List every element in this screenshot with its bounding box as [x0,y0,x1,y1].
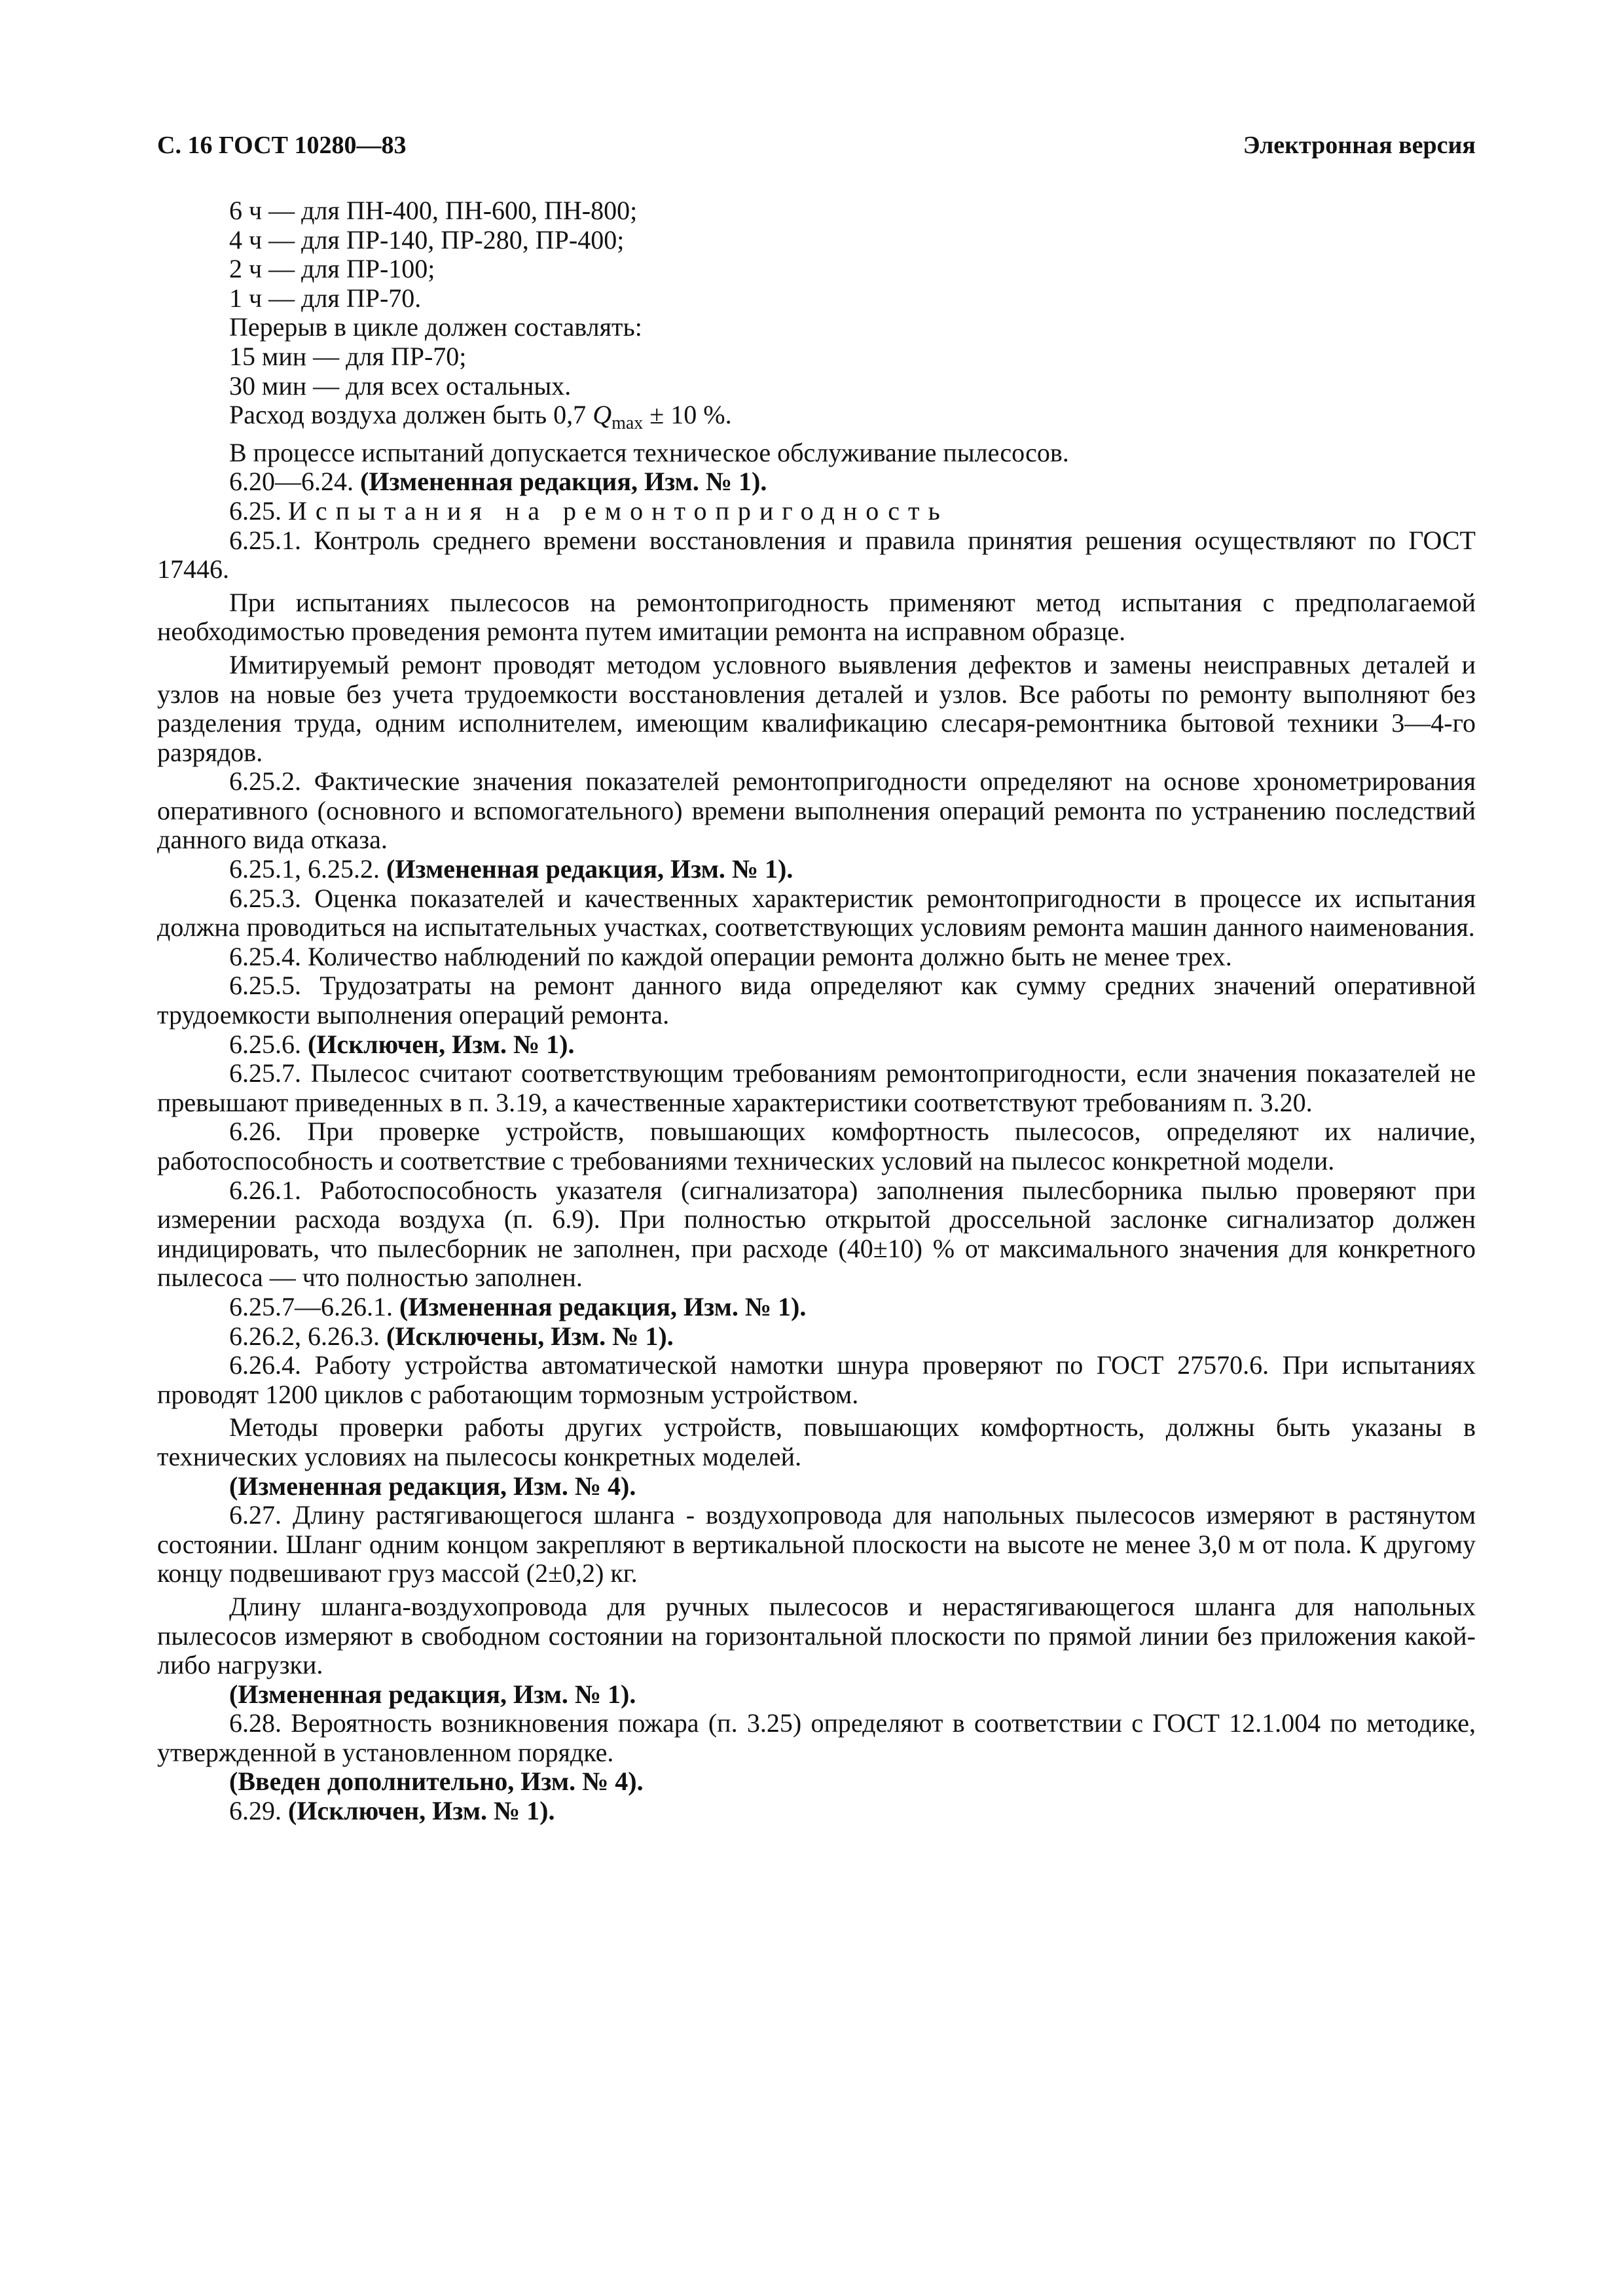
clause-number: 6.25.7—6.26.1. [229,1291,399,1321]
duration-line-4: 1 ч — для ПР-70. [229,283,422,313]
clause-6-25-1: 6.25.1. Контроль среднего времени восстановления и правила принятия решения осуществляют по ГОСТ 17446. [157,525,1476,584]
clause-6-26-2-6-26-3 [157,1322,1476,1352]
clause-number: 6.25.1, 6.25.2. [229,854,386,884]
clause-6-29 [157,1797,1476,1826]
clause-number: 6.25. [229,495,288,526]
break-intro: Перерыв в цикле должен составлять: [229,312,642,342]
break-line-1: 15 мин — для ПР-70; [229,341,467,371]
clause-6-25-1-2-amend [157,855,1476,884]
clause-6-25-4: 6.25.4. Количество наблюдений по каждой операции ремонта должно быть не менее трех. [229,941,1232,971]
paragraph-method: При испытаниях пылесосов на ремонтопригодность применяют метод испытания с предполагаемой необходимостью проведения ремонта путем имитации ремонта на исправном образце. [157,587,1476,647]
amendment-note: (Исключены, Изм. № 1). [386,1321,674,1351]
clause-number: 6.20—6.24. [229,467,360,497]
amendment-4-note [157,1472,1476,1501]
amendment-1-note [157,1680,1476,1710]
introduced-note [157,1767,1476,1797]
clause-6-25-7: 6.25.7. Пылесос считают соответствующим требованиям ремонтопригодности, если значения показателей не превышают приведенных в п. 3.19, а качественные характеристики соответствуют требованиям п. 3.20. [157,1058,1476,1117]
amendment-note: (Исключен, Изм. № 1). [308,1029,575,1059]
header-version: Электронная версия [1243,132,1476,159]
amendment-note: (Измененная редакция, Изм. № 4). [229,1471,636,1501]
amendment-note: (Измененная редакция, Изм. № 1). [229,1679,636,1709]
amendment-note: (Измененная редакция, Изм. № 1). [399,1291,807,1321]
break-line-2: 30 мин — для всех остальных. [229,370,572,401]
clause-number: 6.25.6. [229,1029,308,1059]
clause-6-25-6 [157,1030,1476,1060]
duration-line-2: 4 ч — для ПР-140, ПР-280, ПР-400; [229,224,625,255]
q-symbol: Q [593,400,612,430]
air-flow-tolerance: ± 10 %. [643,400,732,430]
clause-6-25-5: 6.25.5. Трудозатраты на ремонт данного вида определяют как сумму средних значений оперативной трудоемкости выполнения операций ремонта. [157,971,1476,1030]
duration-line-1: 6 ч — для ПН-400, ПН-600, ПН-800; [229,196,638,225]
clause-6-26: 6.26. При проверке устройств, повышающих комфортность пылесосов, определяют их наличие, работоспособность и соответствие с требованиями технических условий на пылесос конкретной модели. [157,1117,1476,1175]
amendment-note: (Исключен, Изм. № 1). [288,1796,555,1826]
amendment-note: (Измененная редакция, Изм. № 1). [386,854,793,884]
maintenance-note: В процессе испытаний допускается техническое обслуживание пылесосов. [229,437,1069,467]
clause-6-26-4: 6.26.4. Работу устройства автоматической намотки шнура проверяют по ГОСТ 27570.6. При испытаниях проводят 1200 циклов с работающим тормозным устройством. [157,1350,1476,1409]
clause-6-25-3: 6.25.3. Оценка показателей и качественных характеристик ремонтопригодности в процессе их испытания должна проводиться на испытательных участках, соответствующих условиям ремонта машин данного наименования. [157,883,1476,942]
q-subscript: max [611,413,644,434]
paragraph-simulated-repair: Имитируемый ремонт проводят методом условного выявления дефектов и замены неисправных деталей и узлов на новые без учета трудоемкости восстановления деталей и узлов. Все работы по ремонту выполняют без разделения труда, одним исполнителем, имеющим квалификацию слесаря-ремонтника бытовой техники 3—4-го разрядов. [157,649,1476,767]
header-designation: С. 16 ГОСТ 10280—83 [157,132,407,159]
amendment-note: (Измененная редакция, Изм. № 1). [360,467,767,497]
document-body [157,196,1476,1826]
page-header [157,131,1476,164]
clause-6-20-6-24 [157,467,1476,497]
clause-6-25-2: 6.25.2. Фактические значения показателей ремонтопригодности определяют на основе хронометрирования оперативного (основного и вспомогательного) времени выполнения операций ремонта по устранению последствий данного вида отказа. [157,766,1476,855]
clause-6-26-1: 6.26.1. Работоспособность указателя (сигнализатора) заполнения пылесборника пылью проверяют при измерении расхода воздуха (п. 6.9). При полностью открытой дроссельной заслонке сигнализатор должен индицировать, что пылесборник не заполнен, при расходе (40±10) % от максимального значения для конкретного пылесоса — что полностью заполнен. [157,1175,1476,1293]
clause-number: 6.26.2, 6.26.3. [229,1321,386,1351]
clause-6-25-heading [157,497,1476,526]
paragraph-other-devices: Методы проверки работы других устройств, повышающих комфортность, должны быть указаны в технических условиях на пылесосы конкретных моделей. [157,1412,1476,1471]
section-title-spaced: Испытания на ремонтопригодность [288,495,949,526]
air-flow-line [157,401,1476,439]
amendment-note: (Введен дополнительно, Изм. № 4). [229,1767,644,1797]
duration-line-3: 2 ч — для ПР-100; [229,254,435,284]
paragraph-hose-length: Длину шланга-воздухопровода для ручных пылесосов и нерастягивающегося шланга для напольных пылесосов измеряют в свободном состоянии на горизонтальной плоскости по прямой линии без приложения какой-либо нагрузки. [157,1591,1476,1680]
clause-6-27: 6.27. Длину растягивающегося шланга - воздухопровода для напольных пылесосов измеряют в растянутом состоянии. Шланг одним концом закрепляют в вертикальной плоскости на высоте не менее 3,0 м от пола. К другому концу подвешивают груз массой (2±0,2) кг. [157,1500,1476,1588]
clause-number: 6.29. [229,1796,288,1826]
clause-6-25-7-6-26-1-amend [157,1293,1476,1322]
clause-6-28: 6.28. Вероятность возникновения пожара (п. 3.25) определяют в соответствии с ГОСТ 12.1.004 по методике, утвержденной в установленном порядке. [157,1708,1476,1767]
air-flow-text: Расход воздуха должен быть 0,7 [229,400,593,430]
